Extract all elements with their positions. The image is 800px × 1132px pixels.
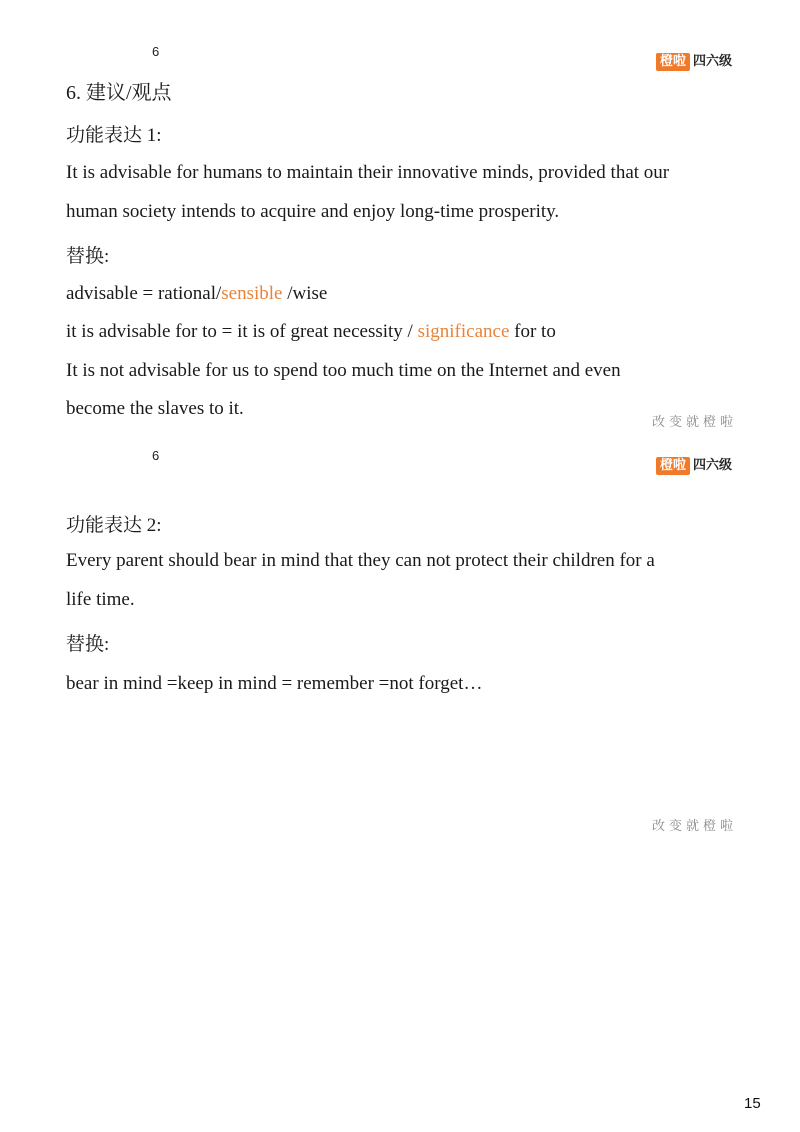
brand-logo	[656, 53, 732, 71]
replacement-text: /wise	[282, 283, 328, 304]
brand-name: 橙啦	[656, 457, 690, 475]
brand-level: 四六级	[693, 458, 733, 473]
example-line: become the slaves to it.	[66, 398, 244, 419]
slogan: 改变就橙啦	[652, 819, 738, 834]
replacement-line	[66, 321, 556, 343]
replacement-text: advisable = rational/	[66, 283, 222, 304]
replacement-line: bear in mind =keep in mind = remember =not forget…	[66, 673, 483, 694]
replacement-text: for to	[509, 321, 556, 342]
brand-logo	[656, 457, 732, 475]
example-line: Every parent should bear in mind that they can not protect their children for a	[66, 550, 655, 571]
example-line: life time.	[66, 589, 135, 610]
page-number: 15	[744, 1095, 761, 1112]
brand-name: 橙啦	[656, 53, 690, 71]
slide-number: 6	[152, 44, 160, 59]
replacement-text: it is advisable for to = it is of great necessity /	[66, 321, 418, 342]
section-title: 6. 建议/观点	[66, 82, 172, 104]
highlighted-word: sensible	[221, 283, 283, 304]
replace-label: 替换:	[66, 246, 110, 267]
slogan: 改变就橙啦	[652, 415, 738, 430]
example-line: It is not advisable for us to spend too much time on the Internet and even	[66, 360, 621, 381]
example-line: human society intends to acquire and enjoy long-time prosperity.	[66, 201, 560, 222]
highlighted-word: significance	[417, 321, 510, 342]
expression-label: 功能表达 1:	[66, 125, 162, 146]
slide-number: 6	[152, 448, 160, 463]
expression-label: 功能表达 2:	[66, 515, 162, 536]
brand-level: 四六级	[693, 54, 733, 69]
replace-label: 替换:	[66, 634, 110, 655]
example-line: It is advisable for humans to maintain their innovative minds, provided that our	[66, 162, 670, 183]
replacement-line	[66, 283, 327, 305]
